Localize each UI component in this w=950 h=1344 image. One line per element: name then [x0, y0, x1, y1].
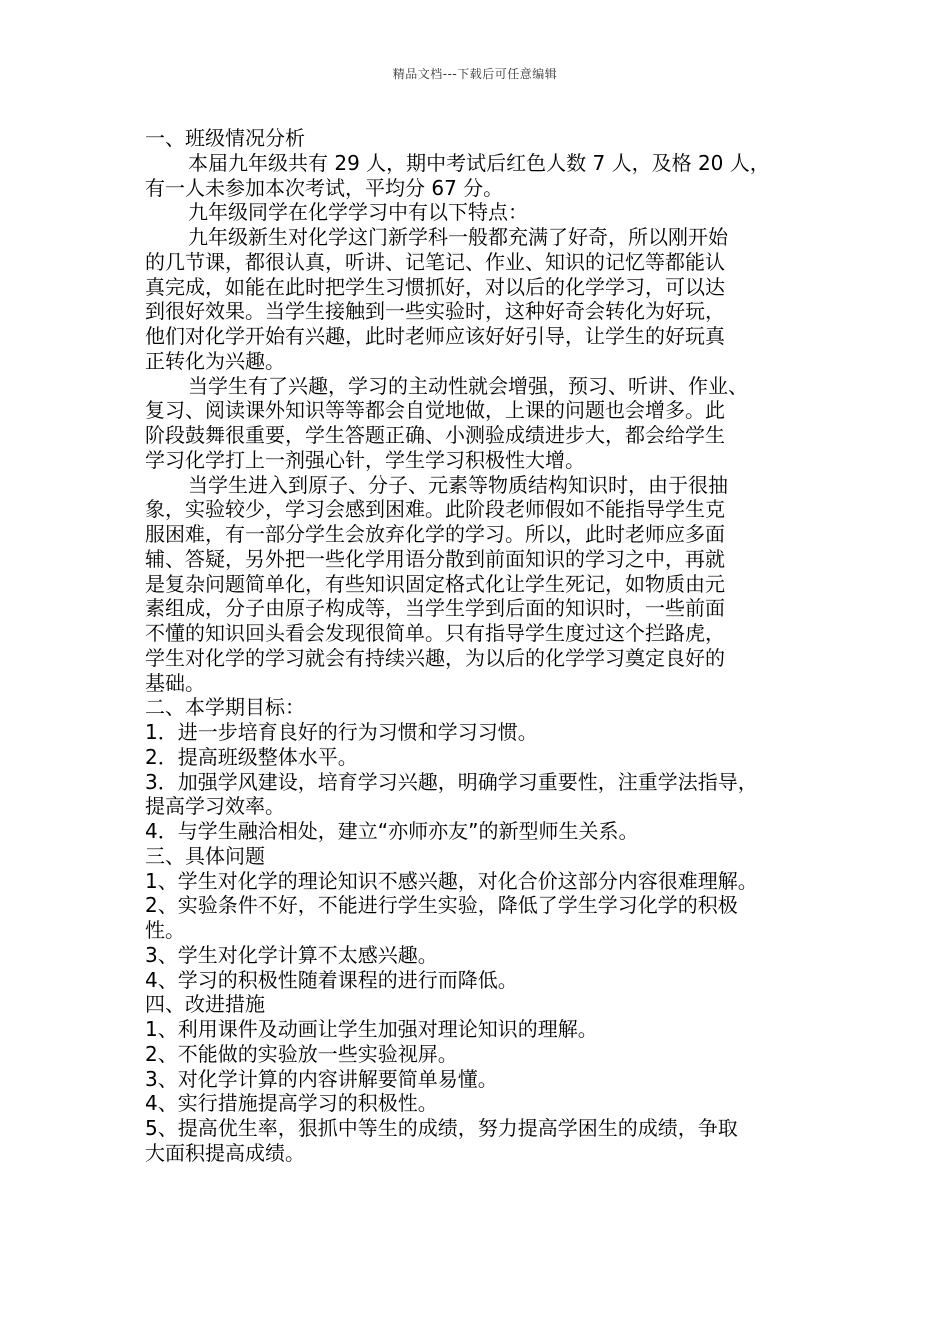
text-line: 4、学习的积极性随着课程的进行而降低。	[145, 967, 518, 992]
text-line: 九年级新生对化学这门新学科一般都充满了好奇，所以刚开始	[188, 225, 728, 249]
text-line: 2、实验条件不好，不能进行学生实验，降低了学生学习化学的积极	[145, 893, 738, 918]
text-line: 3、学生对化学计算不太感兴趣。	[145, 942, 438, 967]
text-line: 2．提高班级整体水平。	[145, 744, 358, 769]
page-header: 精品文档---下载后可任意编辑	[392, 67, 558, 81]
text-line: 2、不能做的实验放一些实验视屏。	[145, 1041, 458, 1066]
text-line: 1、学生对化学的理论知识不感兴趣，对化合价这部分内容很难理解。	[145, 868, 758, 893]
text-line: 九年级同学在化学学习中有以下特点：	[188, 200, 528, 225]
text-line: 1、利用课件及动画让学生加强对理论知识的理解。	[145, 1017, 598, 1041]
text-line: 三、具体问题	[145, 843, 265, 868]
text-line: 本届九年级共有 29 人，期中考试后红色人数 7 人，及格 20 人，	[188, 150, 770, 175]
text-line: 真完成，如能在此时把学生习惯抓好，对以后的化学学习，可以达	[145, 274, 725, 299]
text-line: 当学生进入到原子、分子、元素等物质结构知识时，由于很抽	[188, 472, 728, 497]
text-line: 性。	[145, 918, 185, 942]
text-line: 正转化为兴趣。	[145, 348, 285, 373]
text-line: 的几节课，都很认真，听讲、记笔记、作业、知识的记忆等都能认	[145, 249, 725, 274]
text-line: 有一人未参加本次考试，平均分 67 分。	[145, 175, 504, 200]
text-line: 辅、答疑，另外把一些化学用语分散到前面知识的学习之中，再就	[145, 546, 725, 571]
text-line: 阶段鼓舞很重要，学生答题正确、小测验成绩进步大，都会给学生	[145, 423, 725, 447]
text-line: 二、本学期目标：	[145, 695, 305, 720]
text-line: 4、实行措施提高学习的积极性。	[145, 1091, 438, 1116]
text-line: 3．加强学风建设，培育学习兴趣，明确学习重要性，注重学法指导，	[145, 769, 758, 794]
text-line: 4．与学生融洽相处，建立“亦师亦友”的新型师生关系。	[145, 819, 639, 843]
text-line: 一、班级情况分析	[145, 126, 305, 150]
text-line: 四、改进措施	[145, 992, 265, 1017]
text-line: 学习化学打上一剂强心针，学生学习积极性大增。	[145, 447, 585, 472]
text-line: 基础。	[145, 670, 205, 695]
document-body	[145, 126, 815, 1166]
text-line: 大面积提高成绩。	[145, 1140, 305, 1165]
text-line: 是复杂问题简单化，有些知识固定格式化让学生死记，如物质由元	[145, 571, 725, 596]
text-line: 1．进一步培育良好的行为习惯和学习习惯。	[145, 720, 538, 744]
text-line: 当学生有了兴趣，学习的主动性就会增强，预习、听讲、作业、	[188, 373, 748, 398]
text-line: 素组成，分子由原子构成等，当学生学到后面的知识时，一些前面	[145, 596, 725, 621]
text-line: 5、提高优生率，狠抓中等生的成绩，努力提高学困生的成绩，争取	[145, 1116, 738, 1140]
text-line: 不懂的知识回头看会发现很简单。只有指导学生度过这个拦路虎，	[145, 621, 725, 645]
text-line: 他们对化学开始有兴趣，此时老师应该好好引导，让学生的好玩真	[145, 324, 725, 348]
text-line: 复习、阅读课外知识等等都会自觉地做，上课的问题也会增多。此	[145, 398, 725, 423]
text-line: 3、对化学计算的内容讲解要简单易懂。	[145, 1066, 498, 1091]
text-line: 到很好效果。当学生接触到一些实验时，这种好奇会转化为好玩，	[145, 299, 725, 324]
text-line: 服困难，有一部分学生会放弃化学的学习。所以，此时老师应多面	[145, 522, 725, 546]
text-line: 象，实验较少，学习会感到困难。此阶段老师假如不能指导学生克	[145, 497, 725, 522]
text-line: 提高学习效率。	[145, 794, 285, 819]
text-line: 学生对化学的学习就会有持续兴趣，为以后的化学学习奠定良好的	[145, 645, 725, 670]
